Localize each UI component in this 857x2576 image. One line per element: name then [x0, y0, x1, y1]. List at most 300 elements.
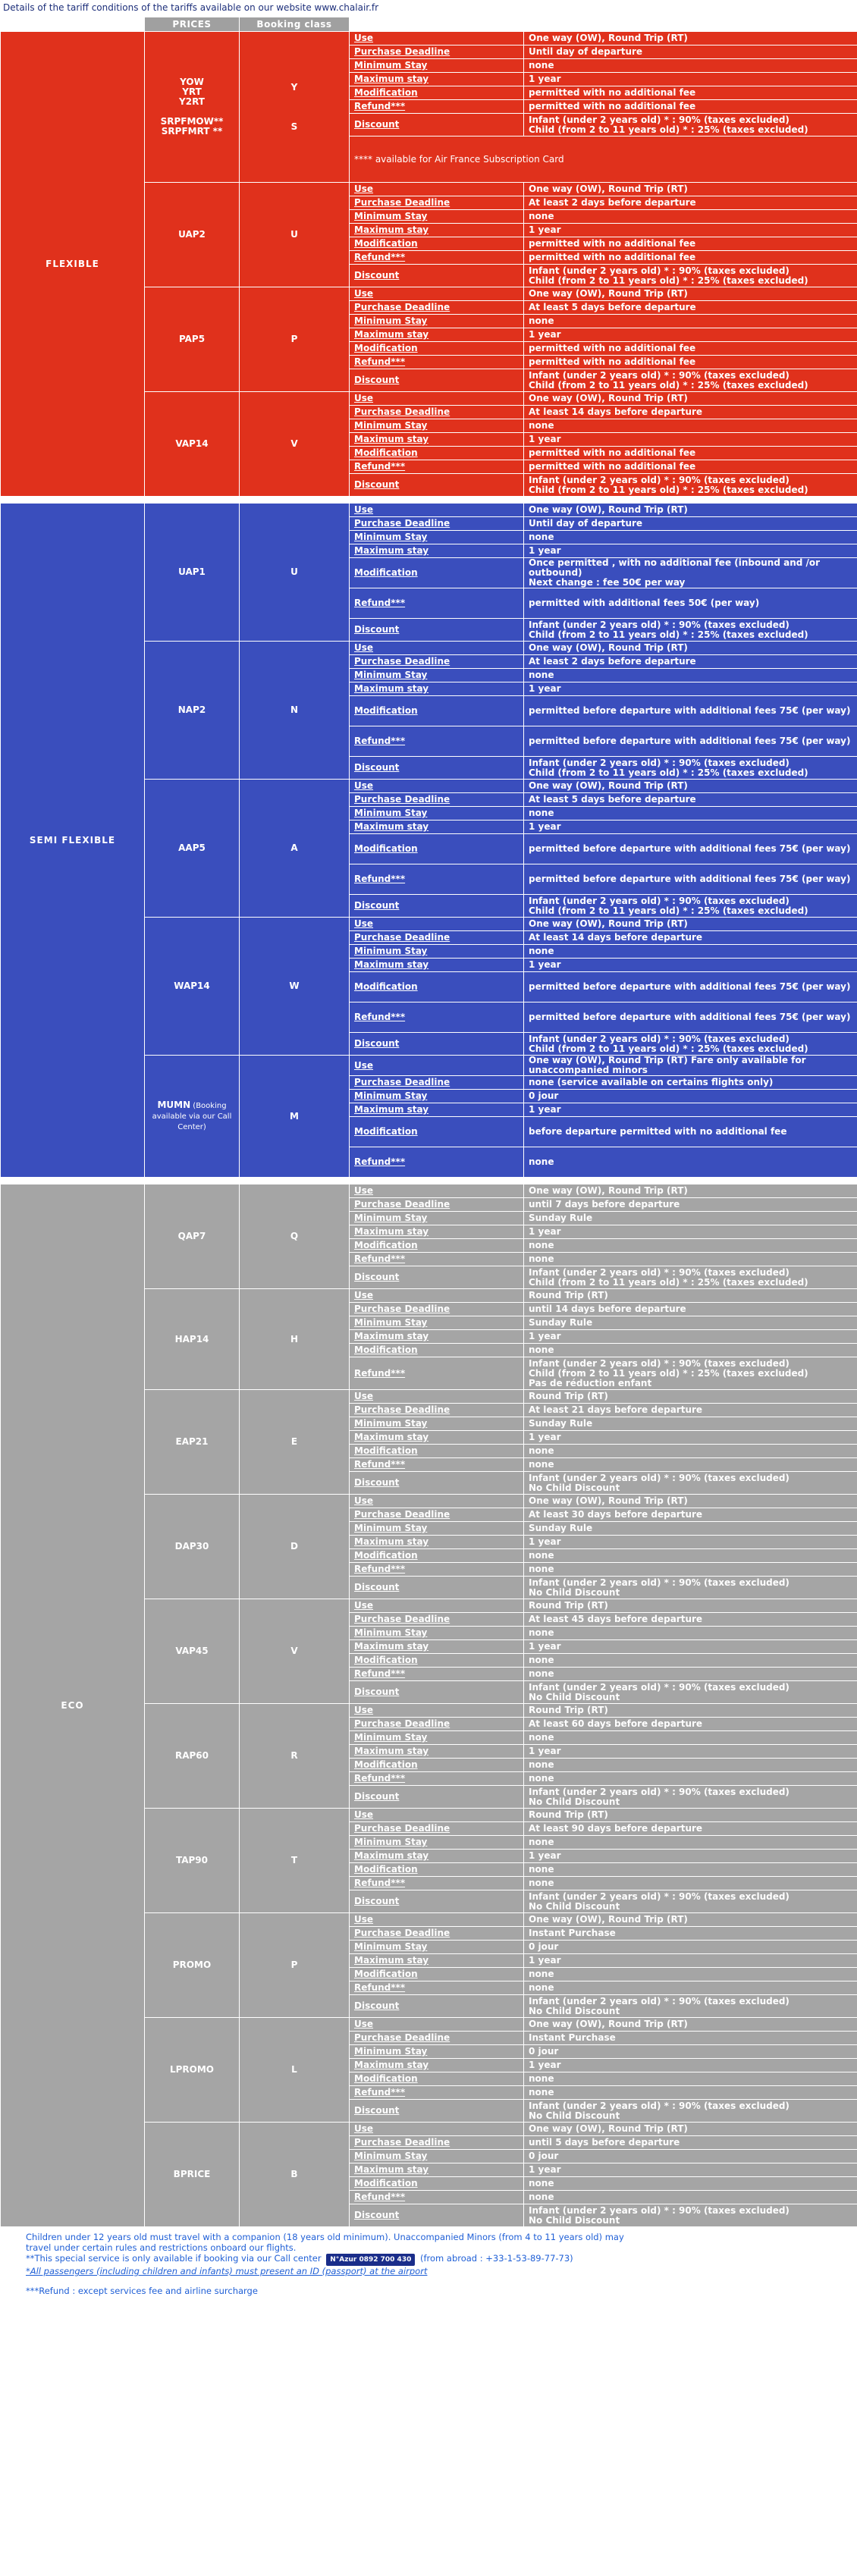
- condition-value: 1 year: [524, 328, 857, 342]
- condition-value: Sunday Rule: [524, 1316, 857, 1330]
- condition-value: none: [524, 1772, 857, 1786]
- condition-value: 1 year: [524, 2059, 857, 2072]
- condition-value: Infant (under 2 years old) * : 90% (taxes excluded) Child (from 2 to 11 years old) * : 25% (taxes excluded): [524, 114, 857, 136]
- booking-class-code: T: [240, 1809, 350, 1913]
- header-empty-2: [350, 17, 524, 32]
- condition-value: permitted before departure with additional fees 75€ (per way): [524, 972, 857, 1002]
- condition-label: Modification: [350, 1863, 524, 1877]
- fare-code: NAP2: [145, 642, 240, 780]
- condition-value: none: [524, 669, 857, 682]
- callcenter-note: **This special service is only available if booking via our Call center: [26, 2253, 322, 2264]
- condition-label: Refund***: [350, 864, 524, 895]
- table-header-row: [1, 17, 857, 32]
- condition-value: 1 year: [524, 1225, 857, 1239]
- condition-value: none (service available on certains flights only): [524, 1076, 857, 1090]
- condition-value: none: [524, 2191, 857, 2204]
- condition-value: Round Trip (RT): [524, 1390, 857, 1404]
- condition-label: Maximum stay: [350, 1850, 524, 1863]
- condition-value: 0 jour: [524, 1090, 857, 1103]
- condition-label: Minimum Stay: [350, 1090, 524, 1103]
- condition-label: Refund***: [350, 726, 524, 757]
- condition-value: permitted with no additional fee: [524, 460, 857, 474]
- condition-value: Infant (under 2 years old) * : 90% (taxes excluded) No Child Discount: [524, 1577, 857, 1599]
- condition-value: none: [524, 419, 857, 433]
- condition-label: Discount: [350, 757, 524, 780]
- condition-label: Use: [350, 287, 524, 301]
- booking-class-code: P: [240, 287, 350, 392]
- condition-label: Purchase Deadline: [350, 1613, 524, 1627]
- condition-label: Maximum stay: [350, 544, 524, 558]
- fare-code: MUMN (Booking available via our Call Center): [145, 1056, 240, 1178]
- booking-class-code: A: [240, 780, 350, 918]
- condition-value: permitted with no additional fee: [524, 251, 857, 265]
- table-row: [1, 504, 857, 517]
- booking-class-code: R: [240, 1704, 350, 1809]
- table-row: [1, 32, 857, 45]
- condition-label: Purchase Deadline: [350, 1404, 524, 1417]
- condition-value: none: [524, 1759, 857, 1772]
- condition-label: Use: [350, 1599, 524, 1613]
- condition-value: Infant (under 2 years old) * : 90% (taxes excluded) Child (from 2 to 11 years old) * : 25% (taxes excluded): [524, 895, 857, 918]
- condition-value: 1 year: [524, 1536, 857, 1549]
- condition-label: Modification: [350, 696, 524, 726]
- condition-value: none: [524, 2072, 857, 2086]
- condition-label: Minimum Stay: [350, 1212, 524, 1225]
- condition-label: Discount: [350, 265, 524, 287]
- condition-value: permitted with additional fees 50€ (per way): [524, 588, 857, 619]
- fare-family-name: ECO: [1, 1184, 145, 2227]
- condition-label: Purchase Deadline: [350, 45, 524, 59]
- fare-remark: **** available for Air France Subscription Card: [350, 136, 857, 183]
- condition-label: Purchase Deadline: [350, 931, 524, 945]
- condition-value: One way (OW), Round Trip (RT): [524, 1184, 857, 1198]
- condition-label: Minimum Stay: [350, 531, 524, 544]
- condition-label: Use: [350, 2018, 524, 2032]
- condition-value: none: [524, 1239, 857, 1253]
- condition-value: 0 jour: [524, 1941, 857, 1954]
- condition-label: Minimum Stay: [350, 419, 524, 433]
- condition-label: Use: [350, 183, 524, 196]
- condition-value: Until day of departure: [524, 517, 857, 531]
- fare-family-name: SEMI FLEXIBLE: [1, 504, 145, 1178]
- condition-label: Discount: [350, 2100, 524, 2123]
- condition-label: Discount: [350, 1033, 524, 1056]
- fare-code-extra: SRPFMOW** SRPFMRT **: [160, 116, 224, 136]
- condition-value: none: [524, 1627, 857, 1640]
- condition-label: Use: [350, 780, 524, 793]
- booking-class-code: W: [240, 918, 350, 1056]
- fare-code: RAP60: [145, 1704, 240, 1809]
- fare-code-note: (Booking available via our Call Center): [152, 1102, 232, 1131]
- condition-label: Modification: [350, 2072, 524, 2086]
- booking-class-code: U: [240, 183, 350, 287]
- header-empty: [1, 17, 145, 32]
- fare-code: AAP5: [145, 780, 240, 918]
- condition-value: Once permitted , with no additional fee (inbound and /or outbound) Next change : fee 50€ per way: [524, 558, 857, 588]
- condition-label: Refund***: [350, 1668, 524, 1681]
- condition-value: Infant (under 2 years old) * : 90% (taxes excluded) No Child Discount: [524, 1681, 857, 1704]
- condition-label: Minimum Stay: [350, 315, 524, 328]
- phone-badge[interactable]: N°Azur 0892 700 430: [326, 2254, 415, 2266]
- tariff-table: [0, 17, 857, 2227]
- condition-value: At least 5 days before departure: [524, 793, 857, 807]
- condition-label: Modification: [350, 86, 524, 100]
- condition-label: Minimum Stay: [350, 2045, 524, 2059]
- condition-value: 1 year: [524, 73, 857, 86]
- condition-value: none: [524, 1458, 857, 1472]
- condition-label: Use: [350, 32, 524, 45]
- condition-value: 1 year: [524, 820, 857, 834]
- condition-value: none: [524, 1253, 857, 1266]
- condition-value: 1 year: [524, 682, 857, 696]
- condition-value: One way (OW), Round Trip (RT): [524, 2018, 857, 2032]
- condition-label: Refund***: [350, 1877, 524, 1890]
- condition-label: Refund***: [350, 100, 524, 114]
- condition-label: Maximum stay: [350, 2059, 524, 2072]
- condition-label: Refund***: [350, 1253, 524, 1266]
- condition-value: permitted before departure with additional fees 75€ (per way): [524, 726, 857, 757]
- condition-label: Discount: [350, 895, 524, 918]
- condition-value: 1 year: [524, 224, 857, 237]
- separator-cell: [1, 1178, 857, 1184]
- condition-label: Maximum stay: [350, 224, 524, 237]
- condition-label: Discount: [350, 1472, 524, 1495]
- condition-value: none: [524, 1968, 857, 1981]
- condition-value: One way (OW), Round Trip (RT): [524, 392, 857, 406]
- footer-notes: [0, 2227, 857, 2296]
- condition-value: Infant (under 2 years old) * : 90% (taxes excluded) Child (from 2 to 11 years old) * : 25% (taxes excluded): [524, 1266, 857, 1289]
- condition-label: Maximum stay: [350, 1954, 524, 1968]
- condition-label: Maximum stay: [350, 1225, 524, 1239]
- booking-class-code: V: [240, 1599, 350, 1704]
- condition-label: Minimum Stay: [350, 59, 524, 73]
- condition-value: permitted before departure with additional fees 75€ (per way): [524, 1002, 857, 1033]
- condition-value: 1 year: [524, 1745, 857, 1759]
- condition-value: At least 90 days before departure: [524, 1822, 857, 1836]
- condition-value: none: [524, 1836, 857, 1850]
- booking-class-code: P: [240, 1913, 350, 2018]
- condition-label: Use: [350, 1184, 524, 1198]
- condition-value: until 7 days before departure: [524, 1198, 857, 1212]
- condition-label: Minimum Stay: [350, 1316, 524, 1330]
- condition-value: none: [524, 807, 857, 820]
- condition-value: Until day of departure: [524, 45, 857, 59]
- condition-value: none: [524, 1981, 857, 1995]
- condition-label: Modification: [350, 1549, 524, 1563]
- condition-value: Infant (under 2 years old) * : 90% (taxes excluded) No Child Discount: [524, 1995, 857, 2018]
- condition-value: 1 year: [524, 1431, 857, 1445]
- condition-value: 1 year: [524, 1850, 857, 1863]
- condition-label: Minimum Stay: [350, 1522, 524, 1536]
- condition-label: Use: [350, 1913, 524, 1927]
- footer-line-callcenter: [26, 2253, 857, 2266]
- condition-value: Infant (under 2 years old) * : 90% (taxes excluded) Child (from 2 to 11 years old) * : 25% (taxes excluded): [524, 757, 857, 780]
- condition-value: before departure permitted with no additional fee: [524, 1117, 857, 1147]
- condition-label: Refund***: [350, 1458, 524, 1472]
- page-title: Details of the tariff conditions of the tariffs available on our website www.chalair.fr: [3, 2, 379, 13]
- condition-label: Minimum Stay: [350, 669, 524, 682]
- condition-value: until 5 days before departure: [524, 2136, 857, 2150]
- condition-value: 1 year: [524, 544, 857, 558]
- separator-cell: [1, 497, 857, 504]
- condition-value: At least 30 days before departure: [524, 1508, 857, 1522]
- condition-label: Purchase Deadline: [350, 793, 524, 807]
- fare-code: LPROMO: [145, 2018, 240, 2123]
- condition-label: Purchase Deadline: [350, 196, 524, 210]
- condition-label: Discount: [350, 474, 524, 497]
- condition-label: Purchase Deadline: [350, 1822, 524, 1836]
- condition-label: Refund***: [350, 460, 524, 474]
- condition-value: Round Trip (RT): [524, 1704, 857, 1718]
- fare-code: TAP90: [145, 1809, 240, 1913]
- booking-class-code: N: [240, 642, 350, 780]
- condition-label: Modification: [350, 1759, 524, 1772]
- condition-value: permitted with no additional fee: [524, 86, 857, 100]
- header-empty-3: [524, 17, 857, 32]
- condition-label: Refund***: [350, 1772, 524, 1786]
- condition-value: none: [524, 1863, 857, 1877]
- condition-label: Maximum stay: [350, 328, 524, 342]
- condition-value: Sunday Rule: [524, 1417, 857, 1431]
- condition-value: permitted with no additional fee: [524, 342, 857, 356]
- booking-class-code: B: [240, 2123, 350, 2227]
- condition-value: Infant (under 2 years old) * : 90% (taxes excluded) Child (from 2 to 11 years old) * : 25% (taxes excluded) Pas de réduction enfant: [524, 1357, 857, 1390]
- condition-label: Refund***: [350, 251, 524, 265]
- condition-value: none: [524, 1877, 857, 1890]
- condition-value: One way (OW), Round Trip (RT): [524, 32, 857, 45]
- condition-label: Modification: [350, 972, 524, 1002]
- condition-value: 0 jour: [524, 2045, 857, 2059]
- condition-label: Purchase Deadline: [350, 1927, 524, 1941]
- condition-label: Maximum stay: [350, 820, 524, 834]
- condition-label: Modification: [350, 558, 524, 588]
- condition-label: Refund***: [350, 1981, 524, 1995]
- condition-label: Use: [350, 642, 524, 655]
- condition-label: Maximum stay: [350, 433, 524, 447]
- family-separator: [1, 1178, 857, 1184]
- condition-label: Purchase Deadline: [350, 655, 524, 669]
- fare-family-name: FLEXIBLE: [1, 32, 145, 497]
- fare-code: EAP21: [145, 1390, 240, 1495]
- condition-value: 1 year: [524, 433, 857, 447]
- condition-value: At least 5 days before departure: [524, 301, 857, 315]
- condition-value: none: [524, 2086, 857, 2100]
- condition-value: 1 year: [524, 1103, 857, 1117]
- condition-label: Discount: [350, 619, 524, 642]
- footer-line-refund: ***Refund : except services fee and airline surcharge: [26, 2286, 258, 2296]
- header-booking-class: Booking class: [240, 17, 350, 32]
- condition-label: Refund***: [350, 2086, 524, 2100]
- condition-value: Infant (under 2 years old) * : 90% (taxes excluded) Child (from 2 to 11 years old) * : 25% (taxes excluded): [524, 474, 857, 497]
- condition-value: Infant (under 2 years old) * : 90% (taxes excluded) No Child Discount: [524, 1472, 857, 1495]
- condition-label: Purchase Deadline: [350, 1508, 524, 1522]
- condition-value: Round Trip (RT): [524, 1599, 857, 1613]
- condition-label: Maximum stay: [350, 1745, 524, 1759]
- condition-label: Refund***: [350, 356, 524, 369]
- condition-label: Refund***: [350, 1002, 524, 1033]
- condition-label: Use: [350, 392, 524, 406]
- condition-label: Discount: [350, 1995, 524, 2018]
- condition-label: Refund***: [350, 2191, 524, 2204]
- booking-class-extra: S: [290, 121, 298, 132]
- condition-value: 1 year: [524, 1330, 857, 1344]
- tariff-body: [1, 32, 857, 2227]
- condition-value: permitted with no additional fee: [524, 237, 857, 251]
- booking-class-code: E: [240, 1390, 350, 1495]
- condition-label: Purchase Deadline: [350, 1303, 524, 1316]
- condition-label: Use: [350, 1495, 524, 1508]
- fare-code: WAP14: [145, 918, 240, 1056]
- condition-label: Purchase Deadline: [350, 1076, 524, 1090]
- condition-label: Purchase Deadline: [350, 1198, 524, 1212]
- booking-class-code: L: [240, 2018, 350, 2123]
- condition-value: One way (OW), Round Trip (RT): [524, 642, 857, 655]
- condition-label: Discount: [350, 1890, 524, 1913]
- condition-value: Infant (under 2 years old) * : 90% (taxes excluded) Child (from 2 to 11 years old) * : 25% (taxes excluded): [524, 369, 857, 392]
- fare-code: DAP30: [145, 1495, 240, 1599]
- condition-value: At least 21 days before departure: [524, 1404, 857, 1417]
- condition-label: Minimum Stay: [350, 945, 524, 959]
- condition-value: Sunday Rule: [524, 1522, 857, 1536]
- condition-value: permitted before departure with additional fees 75€ (per way): [524, 834, 857, 864]
- condition-value: At least 14 days before departure: [524, 406, 857, 419]
- callcenter-abroad: (from abroad : +33-1-53-89-77-73): [420, 2253, 573, 2264]
- condition-value: none: [524, 210, 857, 224]
- condition-value: Sunday Rule: [524, 1212, 857, 1225]
- condition-value: none: [524, 59, 857, 73]
- condition-value: Infant (under 2 years old) * : 90% (taxes excluded) Child (from 2 to 11 years old) * : 25% (taxes excluded): [524, 619, 857, 642]
- booking-class-code: D: [240, 1495, 350, 1599]
- condition-label: Minimum Stay: [350, 1941, 524, 1954]
- condition-value: At least 2 days before departure: [524, 196, 857, 210]
- fare-code: VAP45: [145, 1599, 240, 1704]
- condition-label: Modification: [350, 342, 524, 356]
- condition-value: Infant (under 2 years old) * : 90% (taxes excluded) No Child Discount: [524, 1890, 857, 1913]
- condition-value: Infant (under 2 years old) * : 90% (taxes excluded) No Child Discount: [524, 1786, 857, 1809]
- condition-label: Modification: [350, 1117, 524, 1147]
- condition-label: Maximum stay: [350, 1431, 524, 1445]
- condition-value: Round Trip (RT): [524, 1809, 857, 1822]
- condition-value: none: [524, 1668, 857, 1681]
- condition-label: Use: [350, 504, 524, 517]
- footer-line-minors: Children under 12 years old must travel with a companion (18 years old minimum). Unaccompanied Minors (from 4 to 11 years old) may: [26, 2232, 624, 2242]
- condition-label: Modification: [350, 1654, 524, 1668]
- condition-label: Use: [350, 1809, 524, 1822]
- condition-value: none: [524, 2177, 857, 2191]
- condition-value: At least 60 days before departure: [524, 1718, 857, 1731]
- condition-label: Purchase Deadline: [350, 1718, 524, 1731]
- condition-value: permitted with no additional fee: [524, 100, 857, 114]
- fare-code: QAP7: [145, 1184, 240, 1289]
- condition-label: Refund***: [350, 588, 524, 619]
- condition-label: Use: [350, 1704, 524, 1718]
- condition-value: Instant Purchase: [524, 2032, 857, 2045]
- condition-label: Minimum Stay: [350, 1417, 524, 1431]
- condition-value: 0 jour: [524, 2150, 857, 2163]
- condition-label: Modification: [350, 237, 524, 251]
- fare-code: PAP5: [145, 287, 240, 392]
- condition-label: Refund***: [350, 1147, 524, 1178]
- condition-label: Use: [350, 1289, 524, 1303]
- condition-value: until 14 days before departure: [524, 1303, 857, 1316]
- footer-line-id: *All passengers (including children and infants) must present an ID (passport) at the airport: [26, 2266, 428, 2276]
- condition-value: Infant (under 2 years old) * : 90% (taxes excluded) Child (from 2 to 11 years old) * : 25% (taxes excluded): [524, 265, 857, 287]
- condition-value: 1 year: [524, 1954, 857, 1968]
- condition-value: none: [524, 1731, 857, 1745]
- condition-label: Minimum Stay: [350, 2150, 524, 2163]
- booking-class-code: H: [240, 1289, 350, 1390]
- condition-label: Maximum stay: [350, 1536, 524, 1549]
- condition-label: Maximum stay: [350, 1103, 524, 1117]
- condition-value: At least 2 days before departure: [524, 655, 857, 669]
- booking-class-code: Q: [240, 1184, 350, 1289]
- booking-class-code: Y S: [240, 32, 350, 183]
- condition-label: Modification: [350, 2177, 524, 2191]
- condition-value: none: [524, 315, 857, 328]
- condition-value: Infant (under 2 years old) * : 90% (taxes excluded) No Child Discount: [524, 2204, 857, 2227]
- condition-value: At least 45 days before departure: [524, 1613, 857, 1627]
- condition-label: Discount: [350, 1577, 524, 1599]
- condition-label: Refund***: [350, 1357, 524, 1390]
- condition-value: One way (OW), Round Trip (RT): [524, 918, 857, 931]
- condition-value: One way (OW), Round Trip (RT): [524, 287, 857, 301]
- condition-label: Maximum stay: [350, 73, 524, 86]
- condition-label: Minimum Stay: [350, 807, 524, 820]
- fare-code: VAP14: [145, 392, 240, 497]
- condition-value: none: [524, 1344, 857, 1357]
- condition-value: One way (OW), Round Trip (RT): [524, 780, 857, 793]
- condition-value: none: [524, 531, 857, 544]
- condition-label: Modification: [350, 834, 524, 864]
- fare-code: HAP14: [145, 1289, 240, 1390]
- condition-value: 1 year: [524, 959, 857, 972]
- fare-code: YOW YRT Y2RT SRPFMOW** SRPFMRT **: [145, 32, 240, 183]
- condition-value: none: [524, 945, 857, 959]
- condition-label: Minimum Stay: [350, 210, 524, 224]
- condition-value: One way (OW), Round Trip (RT): [524, 183, 857, 196]
- condition-label: Purchase Deadline: [350, 301, 524, 315]
- condition-value: One way (OW), Round Trip (RT): [524, 2123, 857, 2136]
- condition-label: Maximum stay: [350, 682, 524, 696]
- condition-label: Discount: [350, 1786, 524, 1809]
- condition-label: Use: [350, 1056, 524, 1076]
- condition-value: permitted before departure with additional fees 75€ (per way): [524, 696, 857, 726]
- condition-label: Purchase Deadline: [350, 2032, 524, 2045]
- fare-code: UAP1: [145, 504, 240, 642]
- fare-code: BPRICE: [145, 2123, 240, 2227]
- condition-value: permitted before departure with additional fees 75€ (per way): [524, 864, 857, 895]
- condition-value: permitted with no additional fee: [524, 356, 857, 369]
- condition-label: Discount: [350, 1681, 524, 1704]
- condition-label: Minimum Stay: [350, 1836, 524, 1850]
- condition-label: Use: [350, 2123, 524, 2136]
- condition-label: Maximum stay: [350, 1330, 524, 1344]
- booking-class-code: M: [240, 1056, 350, 1178]
- condition-label: Minimum Stay: [350, 1627, 524, 1640]
- condition-label: Modification: [350, 1968, 524, 1981]
- condition-label: Purchase Deadline: [350, 406, 524, 419]
- condition-value: One way (OW), Round Trip (RT): [524, 1495, 857, 1508]
- table-row: [1, 1184, 857, 1198]
- condition-label: Purchase Deadline: [350, 517, 524, 531]
- condition-value: Infant (under 2 years old) * : 90% (taxes excluded) No Child Discount: [524, 2100, 857, 2123]
- condition-value: none: [524, 1147, 857, 1178]
- condition-value: Infant (under 2 years old) * : 90% (taxes excluded) Child (from 2 to 11 years old) * : 25% (taxes excluded): [524, 1033, 857, 1056]
- condition-value: One way (OW), Round Trip (RT) Fare only available for unaccompanied minors: [524, 1056, 857, 1076]
- fare-code: PROMO: [145, 1913, 240, 2018]
- condition-value: none: [524, 1445, 857, 1458]
- condition-value: Instant Purchase: [524, 1927, 857, 1941]
